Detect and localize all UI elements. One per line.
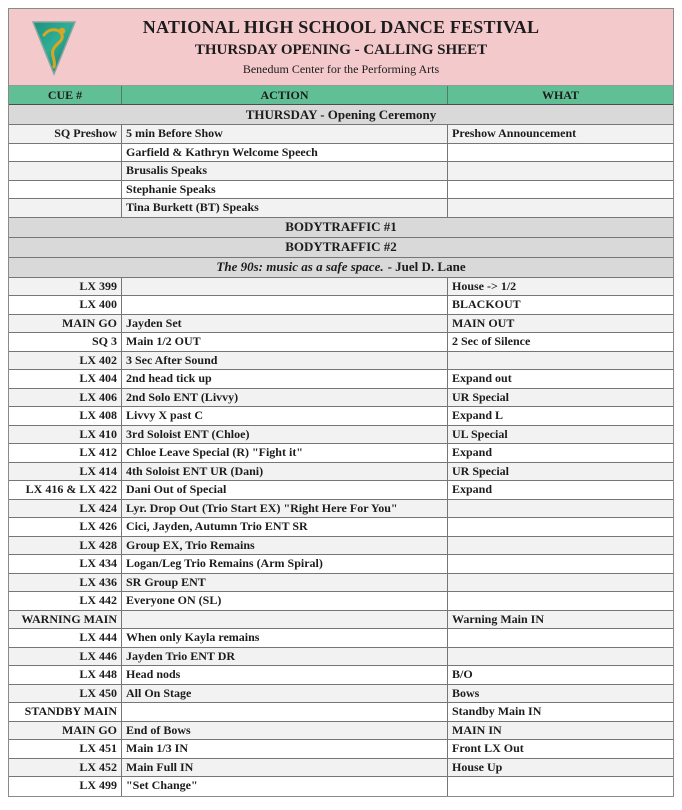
cue-cell: SQ 3	[9, 333, 122, 351]
action-cell: Main 1/3 IN	[122, 740, 448, 758]
what-cell: 2 Sec of Silence	[452, 334, 531, 348]
cue-cell: LX 442	[9, 592, 122, 610]
action-cell: 3rd Soloist ENT (Chloe)	[122, 426, 448, 444]
section-header-row	[9, 105, 673, 125]
cue-row	[9, 352, 673, 371]
action-cell	[122, 611, 448, 629]
what-cell	[448, 777, 673, 796]
cue-row	[9, 481, 673, 500]
section-header-row	[9, 238, 673, 258]
cue-row	[9, 162, 673, 181]
section-title-italic: The 90s: music as a safe space.	[216, 259, 384, 274]
cue-cell: SQ Preshow	[9, 125, 122, 143]
cue-row	[9, 125, 673, 144]
what-cell: UR Special	[452, 463, 509, 478]
section-title: - Juel D. Lane	[387, 259, 466, 274]
what-cell	[448, 181, 673, 199]
action-cell: Logan/Leg Trio Remains (Arm Spiral)	[122, 555, 448, 573]
cue-row	[9, 463, 673, 482]
action-cell: SR Group ENT	[122, 574, 448, 592]
cue-cell: LX 400	[9, 296, 122, 314]
cue-cell: LX 434	[9, 555, 122, 573]
cue-cell	[9, 162, 122, 180]
cue-row	[9, 518, 673, 537]
what-cell: MAIN IN	[452, 722, 502, 737]
action-cell: 3 Sec After Sound	[122, 352, 448, 370]
column-header-what: WHAT	[541, 88, 580, 102]
action-cell	[122, 703, 448, 721]
column-header-action: ACTION	[122, 86, 448, 104]
cue-cell: MAIN GO	[9, 722, 122, 740]
what-cell	[448, 199, 673, 217]
what-cell: BLACKOUT	[452, 297, 521, 311]
cue-row	[9, 611, 673, 630]
venue-line: Benedum Center for the Performing Arts	[242, 62, 440, 76]
cue-row	[9, 296, 673, 315]
column-header-row	[9, 86, 673, 105]
action-cell: Group EX, Trio Remains	[122, 537, 448, 555]
what-cell: Warning Main IN	[452, 611, 545, 626]
cue-cell: MAIN GO	[9, 315, 122, 333]
cue-row	[9, 144, 673, 163]
cue-row	[9, 333, 673, 352]
cue-row	[9, 555, 673, 574]
action-cell: Everyone ON (SL)	[122, 592, 448, 610]
what-cell: Expand L	[452, 408, 504, 422]
action-cell: Livvy X past C	[122, 407, 448, 425]
cue-row	[9, 740, 673, 759]
cue-row	[9, 648, 673, 667]
cue-cell: LX 424	[9, 500, 122, 518]
cue-row	[9, 500, 673, 519]
action-cell: End of Bows	[122, 722, 448, 740]
cue-row	[9, 537, 673, 556]
cue-cell: LX 410	[9, 426, 122, 444]
cue-cell: LX 451	[9, 740, 122, 758]
table-body	[9, 105, 673, 796]
what-cell	[448, 537, 673, 555]
cue-row	[9, 444, 673, 463]
page-title: NATIONAL HIGH SCHOOL DANCE FESTIVAL	[142, 17, 540, 37]
what-cell: UR Special	[452, 389, 509, 404]
section-header-row	[9, 218, 673, 238]
what-cell: Expand	[452, 445, 493, 459]
cue-row	[9, 278, 673, 297]
cue-row	[9, 703, 673, 722]
section-title: BODYTRAFFIC #1	[285, 219, 397, 234]
cue-row	[9, 629, 673, 648]
calling-sheet	[8, 8, 674, 797]
masthead	[9, 9, 673, 86]
cue-row	[9, 407, 673, 426]
page-subtitle: THURSDAY OPENING - CALLING SHEET	[194, 42, 488, 58]
column-header-cue: CUE #	[9, 86, 122, 104]
action-cell: Stephanie Speaks	[122, 181, 448, 199]
what-cell: Expand out	[452, 371, 512, 385]
cue-cell	[9, 199, 122, 217]
action-cell: 2nd head tick up	[122, 370, 448, 388]
cue-row	[9, 181, 673, 200]
cue-cell: LX 448	[9, 666, 122, 684]
cue-row	[9, 370, 673, 389]
cue-row	[9, 574, 673, 593]
what-cell: UL Special	[452, 426, 508, 441]
cue-cell: LX 450	[9, 685, 122, 703]
what-cell: Expand	[452, 482, 493, 496]
what-cell	[448, 500, 673, 518]
action-cell: All On Stage	[122, 685, 448, 703]
action-cell: "Set Change"	[122, 777, 448, 796]
cue-row	[9, 722, 673, 741]
cue-cell	[9, 181, 122, 199]
cue-cell: STANDBY MAIN	[9, 703, 122, 721]
what-cell	[448, 629, 673, 647]
cue-cell: WARNING MAIN	[9, 611, 122, 629]
action-cell: Dani Out of Special	[122, 481, 448, 499]
what-cell	[448, 592, 673, 610]
action-cell: Chloe Leave Special (R) "Fight it"	[122, 444, 448, 462]
what-cell: B/O	[452, 667, 473, 681]
cue-cell: LX 414	[9, 463, 122, 481]
what-cell	[448, 352, 673, 370]
action-cell: When only Kayla remains	[122, 629, 448, 647]
cue-cell	[9, 144, 122, 162]
action-cell: Tina Burkett (BT) Speaks	[122, 199, 448, 217]
cue-row	[9, 759, 673, 778]
what-cell: Preshow Announcement	[452, 126, 577, 140]
cue-cell: LX 452	[9, 759, 122, 777]
what-cell	[448, 144, 673, 162]
cue-row	[9, 685, 673, 704]
action-cell: Cici, Jayden, Autumn Trio ENT SR	[122, 518, 448, 536]
cue-row	[9, 777, 673, 796]
action-cell: Jayden Set	[122, 315, 448, 333]
what-cell: Bows	[452, 685, 480, 700]
what-cell	[448, 555, 673, 573]
action-cell: Main Full IN	[122, 759, 448, 777]
cue-cell: LX 444	[9, 629, 122, 647]
action-cell: Main 1/2 OUT	[122, 333, 448, 351]
what-cell: MAIN OUT	[452, 315, 515, 330]
cue-row	[9, 592, 673, 611]
cue-cell: LX 404	[9, 370, 122, 388]
section-header-row	[9, 258, 673, 278]
action-cell	[122, 296, 448, 314]
section-title: BODYTRAFFIC #2	[285, 239, 397, 254]
action-cell	[122, 278, 448, 296]
action-cell: Brusalis Speaks	[122, 162, 448, 180]
cue-row	[9, 389, 673, 408]
dancer-triangle-logo-icon	[31, 20, 77, 81]
what-cell	[448, 648, 673, 666]
action-cell: Garfield & Kathryn Welcome Speech	[122, 144, 448, 162]
cue-cell: LX 436	[9, 574, 122, 592]
cue-row	[9, 666, 673, 685]
cue-cell: LX 416 & LX 422	[9, 481, 122, 499]
what-cell	[448, 574, 673, 592]
cue-cell: LX 428	[9, 537, 122, 555]
action-cell: Head nods	[122, 666, 448, 684]
cue-cell: LX 446	[9, 648, 122, 666]
what-cell	[448, 162, 673, 180]
what-cell	[448, 518, 673, 536]
action-cell: 5 min Before Show	[122, 125, 448, 143]
cue-cell: LX 406	[9, 389, 122, 407]
what-cell: Standby Main IN	[452, 704, 542, 718]
action-cell: Lyr. Drop Out (Trio Start EX) "Right Here For You"	[122, 500, 448, 518]
what-cell: House Up	[452, 759, 503, 774]
cue-cell: LX 408	[9, 407, 122, 425]
cue-cell: LX 426	[9, 518, 122, 536]
cue-cell: LX 412	[9, 444, 122, 462]
what-cell: Front LX Out	[452, 741, 524, 755]
action-cell: 2nd Solo ENT (Livvy)	[122, 389, 448, 407]
cue-row	[9, 315, 673, 334]
cue-row	[9, 426, 673, 445]
cue-cell: LX 402	[9, 352, 122, 370]
cue-cell: LX 399	[9, 278, 122, 296]
action-cell: 4th Soloist ENT UR (Dani)	[122, 463, 448, 481]
section-title: THURSDAY - Opening Ceremony	[245, 106, 437, 122]
cue-row	[9, 199, 673, 218]
what-cell: House -> 1/2	[452, 278, 517, 293]
action-cell: Jayden Trio ENT DR	[122, 648, 448, 666]
cue-cell: LX 499	[9, 777, 122, 796]
